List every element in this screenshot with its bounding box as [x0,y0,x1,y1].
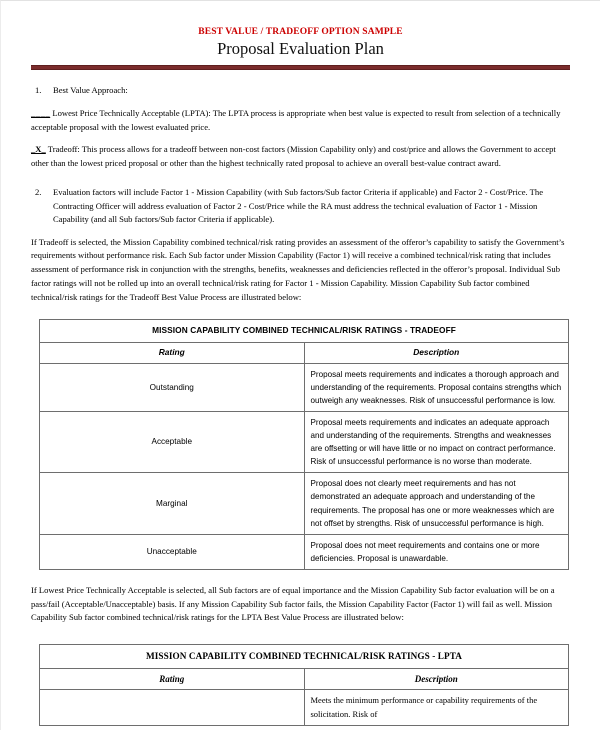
tradeoff-ratings-table [39,319,569,569]
tradeoff-option-paragraph [31,143,570,171]
lpta-explanation-paragraph: If Lowest Price Technically Acceptable is selected, all Sub factors are of equal importance and the Mission Capability Sub factor evaluation will be on a pass/fail (Acceptable/Unacceptable) basis. If any Mission Capability Sub factor fails, the Mission Capability Factor (Factor 1) will fail as well. Mission Capability Sub factor combined technical/risk ratings for the LPTA Best Value Process are illustrated below: [31,584,555,623]
description-outstanding: Proposal meets requirements and indicates a thorough approach and understanding of the requirements. Proposal contains strengths which outweigh any weaknesses. Risk of unsuccessful performance is low. [304,363,569,411]
page-content [1,1,600,726]
description-acceptable: Proposal meets requirements and indicates an adequate approach and understanding of the requirements. Strengths and weaknesses are offsetting or will have little or no impact on contract performance. Risk of unsuccessful performance is no worse than moderate. [304,411,569,472]
sample-label: BEST VALUE / TRADEOFF OPTION SAMPLE [198,27,403,37]
lpta-option-paragraph [31,107,570,135]
rating-unacceptable: Unacceptable [40,534,305,569]
title-divider [31,65,570,70]
list-item-2-text: Evaluation factors will include Factor 1 - Mission Capability (with Sub factors/Sub factor Criteria if applicable) and Factor 2 - Cost/Price. The Contracting Officer will address evaluation of Factor 2 - Cost/Price while the RA must address the technical evaluation of Factor 1 - Mission Capability (and all Sub factors/Sub factor Criteria if applicable). [53,186,544,225]
table-header-row [40,342,569,363]
list-item-1 [31,84,570,98]
tradeoff-table-title: MISSION CAPABILITY COMBINED TECHNICAL/RISK RATINGS - TRADEOFF [40,320,569,342]
spacer [31,634,570,644]
list-item-1-number: 1. [35,85,42,96]
list-item-1-heading: Best Value Approach: [53,85,128,96]
page-title: Proposal Evaluation Plan [217,39,384,59]
lpta-description-cell: Meets the minimum performance or capability requirements of the solicitation. Risk of [304,690,569,726]
description-unacceptable: Proposal does not meet requirements and contains one or more deficiencies. Proposal is unawardable. [304,534,569,569]
table-header-row [40,668,569,689]
lpta-option-text: Lowest Price Technically Acceptable (LPTA): The LPTA process is appropriate when best value is expected to result from selection of a technically acceptable proposal with the lowest evaluated price. [31,107,561,132]
tradeoff-explanation-paragraph: If Tradeoff is selected, the Mission Capability combined technical/risk rating provides an assessment of the offeror’s capability to satisfy the Government’s requirements without performance risk. Each Sub factor under Mission Capability (Factor 1) will receive a combined technical/risk rating that includes assessment of performance risk in conjunction with the strengths, benefits, weaknesses and deficiencies reflected in the offeror’s proposal. Individual Sub factor ratings will not be rolled up into an overall technical/risk rating for Factor 1 - Mission Capability. Mission Capability Sub factor combined technical/risk ratings for the Tradeoff Best Value Process are illustrated below: [31,236,565,302]
rating-acceptable: Acceptable [40,411,305,472]
lpta-checkbox-blank: ____ [31,107,51,118]
description-marginal: Proposal does not clearly meet requirements and has not demonstrated an adequate approach and understanding of the requirements. The proposal has one or more weaknesses which are not offset by strengths. Risk of unsuccessful performance is high. [304,473,569,534]
lpta-rating-cell [40,690,305,726]
lpta-table-title: MISSION CAPABILITY COMBINED TECHNICAL/RISK RATINGS - LPTA [40,645,569,669]
tradeoff-checkbox-x: _X_ [31,144,46,155]
table-row [40,411,569,472]
column-header-description: Description [304,342,569,363]
list-item-2 [31,186,570,227]
column-header-description: Description [304,668,569,689]
column-header-rating: Rating [40,342,305,363]
table-title-row [40,320,569,342]
table-row [40,473,569,534]
table-title-row [40,645,569,669]
table-row [40,534,569,569]
rating-outstanding: Outstanding [40,363,305,411]
table-row [40,363,569,411]
spacer [31,570,570,584]
tradeoff-option-text: Tradeoff: This process allows for a tradeoff between non-cost factors (Mission Capability only) and cost/price and allows the Government to accept other than the lowest priced proposal or other than the highest technically rated proposal to achieve an overall best-value contract award. [31,144,556,169]
table-row [40,690,569,726]
list-item-2-number: 2. [35,186,42,197]
rating-marginal: Marginal [40,473,305,534]
lpta-ratings-table [39,644,569,726]
column-header-rating: Rating [40,668,305,689]
